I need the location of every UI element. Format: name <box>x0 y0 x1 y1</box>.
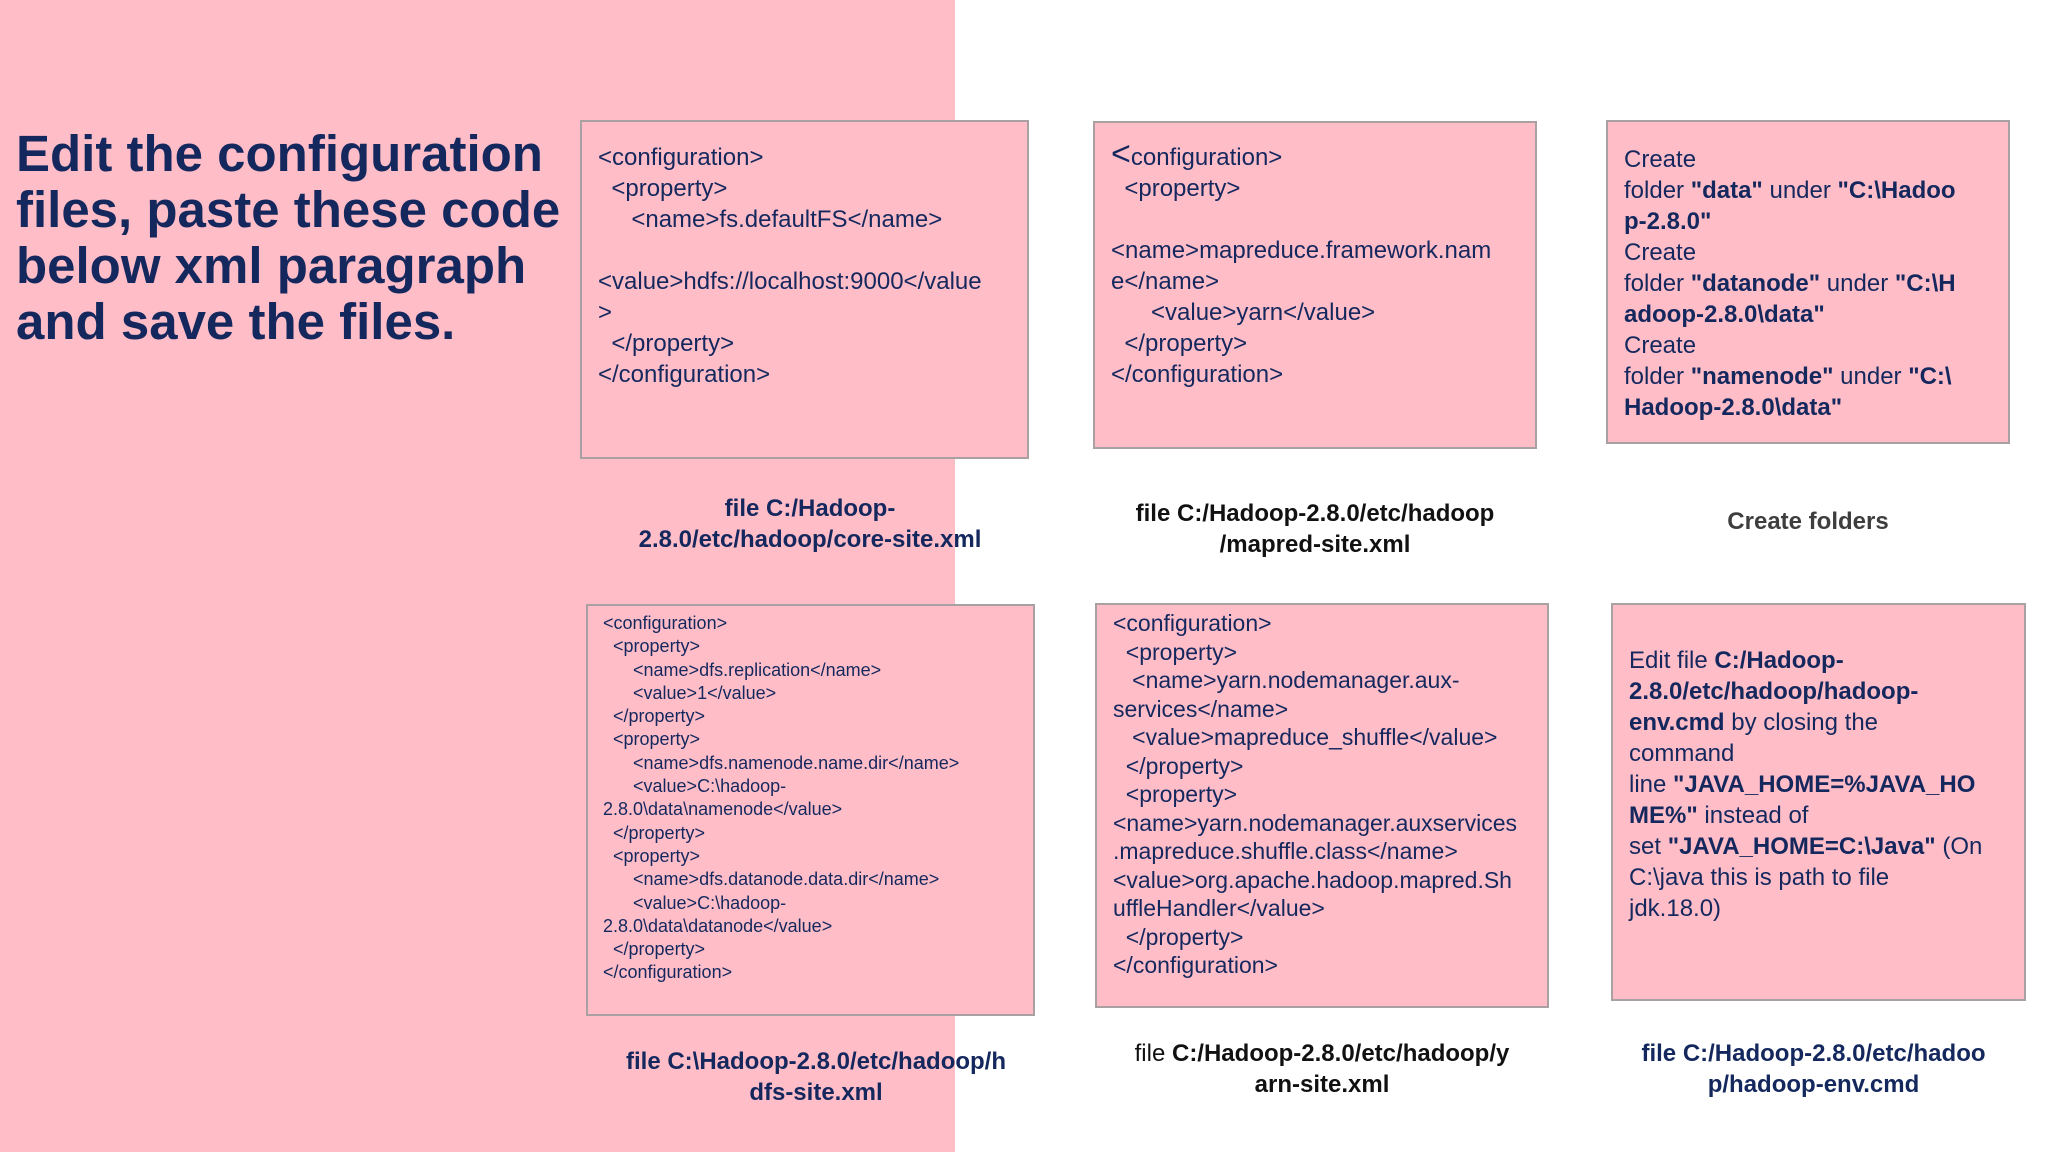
instruction-line: adoop-2.8.0\data" <box>1624 301 1825 328</box>
caption-line: 2.8.0/etc/hadoop/core-site.xml <box>638 526 982 553</box>
text: line <box>1629 771 1674 798</box>
caption-line: arn-site.xml <box>1254 1071 1390 1098</box>
instruction-line: jdk.18.0) <box>1629 895 1722 922</box>
core-site-code-box <box>580 120 1029 459</box>
instruction-line <box>1624 268 1992 299</box>
code-line: <name>yarn.nodemanager.auxservices <box>1113 809 1518 836</box>
text: Edit file <box>1629 647 1715 674</box>
caption-line: file C:/Hadoop- <box>724 495 896 522</box>
code-line: </property> <box>598 330 735 357</box>
text: (On <box>1935 833 1983 860</box>
code-text: configuration> <box>1130 144 1283 171</box>
mapred-site-caption <box>1093 498 1537 560</box>
instruction-line: Hadoop-2.8.0\data" <box>1624 394 1843 421</box>
code-line: </property> <box>603 939 706 960</box>
code-line: <name>dfs.datanode.data.dir</name> <box>603 869 940 890</box>
caption-line: file C:/Hadoop-2.8.0/etc/hadoop <box>1135 500 1495 527</box>
code-line: <name>yarn.nodemanager.aux- <box>1113 667 1460 693</box>
instruction-line: Create <box>1624 332 1697 359</box>
instruction-line: Create <box>1624 146 1697 173</box>
code-line <box>1111 135 1519 173</box>
hadoop-env-instruction-box <box>1611 603 2026 1001</box>
instruction-line <box>1629 707 2008 738</box>
instruction-line <box>1629 831 2008 862</box>
folder-path: "C:\Hadoo <box>1837 177 1956 204</box>
hdfs-site-code-box <box>586 604 1035 1016</box>
caption-line: file C:\Hadoop-2.8.0/etc/hadoop/h <box>625 1048 1007 1075</box>
code-line: <property> <box>603 845 701 866</box>
code-line: <name>dfs.namenode.name.dir</name> <box>603 752 960 773</box>
angle-bracket: < <box>1111 135 1131 173</box>
code-line: uffleHandler</value> <box>1113 895 1325 921</box>
text: under <box>1762 177 1838 204</box>
folder-name: "namenode" <box>1690 363 1834 390</box>
instruction-line: Create <box>1624 239 1697 266</box>
code-line: e</name> <box>1111 268 1220 295</box>
slide-heading: Edit the configuration files, paste these code below xml paragraph and save the files. <box>16 125 561 350</box>
caption-line: file C:/Hadoop-2.8.0/etc/hadoo <box>1641 1040 1986 1067</box>
code-line: <configuration> <box>1113 610 1272 636</box>
code-line: <name>mapreduce.framework.nam <box>1111 237 1492 264</box>
code-line: <property> <box>598 175 728 202</box>
code-line: <name>dfs.replication</name> <box>603 659 882 680</box>
code-line: services</name> <box>1113 695 1289 722</box>
hadoop-env-caption <box>1606 1038 2021 1100</box>
yarn-site-code-box <box>1095 603 1549 1008</box>
code-line: <property> <box>603 636 701 657</box>
code-line: </configuration> <box>1111 361 1284 388</box>
instruction-line <box>1629 645 2008 676</box>
code-line: <configuration> <box>603 613 728 633</box>
caption-prefix: file <box>1134 1040 1172 1067</box>
command-text: "JAVA_HOME=C:\Java" <box>1667 833 1936 860</box>
folder-path: "C:\ <box>1908 363 1952 390</box>
code-blank-line <box>598 235 1011 266</box>
instruction-line: C:\java this is path to file <box>1629 864 1890 891</box>
code-line: <value>mapreduce_shuffle</value> <box>1113 724 1498 750</box>
code-line: <value>C:\hadoop- <box>603 892 787 913</box>
code-blank-line <box>1111 204 1519 235</box>
code-line: <name>fs.defaultFS</name> <box>598 206 943 233</box>
code-line: <property> <box>603 729 701 750</box>
command-text: ME%" <box>1629 802 1698 829</box>
code-line: </property> <box>1111 330 1248 357</box>
code-line: </property> <box>603 822 706 843</box>
text: folder <box>1624 270 1691 297</box>
code-line: <value>hdfs://localhost:9000</value <box>598 268 982 295</box>
command-text: "JAVA_HOME=%JAVA_HO <box>1673 771 1976 798</box>
instruction-line: p-2.8.0" <box>1624 208 1712 235</box>
code-line: </property> <box>1113 752 1244 779</box>
caption-path: C:/Hadoop-2.8.0/etc/hadoop/y <box>1171 1040 1510 1067</box>
hdfs-site-caption <box>586 1046 1046 1108</box>
create-folders-box <box>1606 120 2010 444</box>
code-line: 2.8.0\data\namenode</value> <box>603 799 843 820</box>
text: folder <box>1624 363 1691 390</box>
caption-line: /mapred-site.xml <box>1219 531 1411 558</box>
instruction-line <box>1629 769 2008 800</box>
code-line: </configuration> <box>598 361 771 388</box>
code-line: <property> <box>1113 638 1238 665</box>
text: under <box>1833 363 1909 390</box>
text: instead of <box>1697 802 1809 829</box>
text: folder <box>1624 177 1691 204</box>
instruction-line <box>1624 175 1992 206</box>
folder-name: "datanode" <box>1690 270 1821 297</box>
core-site-caption <box>580 493 1040 555</box>
code-line: <value>1</value> <box>603 682 777 703</box>
instruction-line: command <box>1629 740 1735 767</box>
text: by closing the <box>1724 709 1879 736</box>
folder-name: "data" <box>1690 177 1763 204</box>
code-line: <property> <box>1113 781 1238 807</box>
code-line: > <box>598 299 613 326</box>
yarn-site-caption <box>1095 1038 1549 1100</box>
create-folders-caption: Create folders <box>1727 508 1889 535</box>
code-line: <value>org.apache.hadoop.mapred.Sh <box>1113 866 1512 893</box>
folder-path: "C:\H <box>1894 270 1956 297</box>
mapred-site-code-box <box>1093 121 1537 449</box>
file-path: env.cmd <box>1629 709 1725 736</box>
caption-line: dfs-site.xml <box>749 1079 883 1106</box>
text: set <box>1629 833 1668 860</box>
code-line: </configuration> <box>603 962 733 983</box>
code-line: 2.8.0\data\datanode</value> <box>603 915 833 936</box>
code-line: </property> <box>603 706 706 727</box>
caption-line <box>1095 1038 1549 1069</box>
text: under <box>1820 270 1895 297</box>
caption-line: p/hadoop-env.cmd <box>1707 1071 1920 1098</box>
code-line: </property> <box>1113 923 1244 950</box>
instruction-line: 2.8.0/etc/hadoop/hadoop- <box>1629 678 1919 705</box>
code-line: .mapreduce.shuffle.class</name> <box>1113 838 1458 864</box>
code-line: <value>C:\hadoop- <box>603 776 787 797</box>
file-path: C:/Hadoop- <box>1714 647 1844 674</box>
code-line: <value>yarn</value> <box>1111 299 1376 326</box>
code-line: <configuration> <box>598 144 764 171</box>
code-line: <property> <box>1111 175 1241 202</box>
instruction-line <box>1629 800 2008 831</box>
code-line: </configuration> <box>1113 952 1278 978</box>
instruction-line <box>1624 361 1992 392</box>
